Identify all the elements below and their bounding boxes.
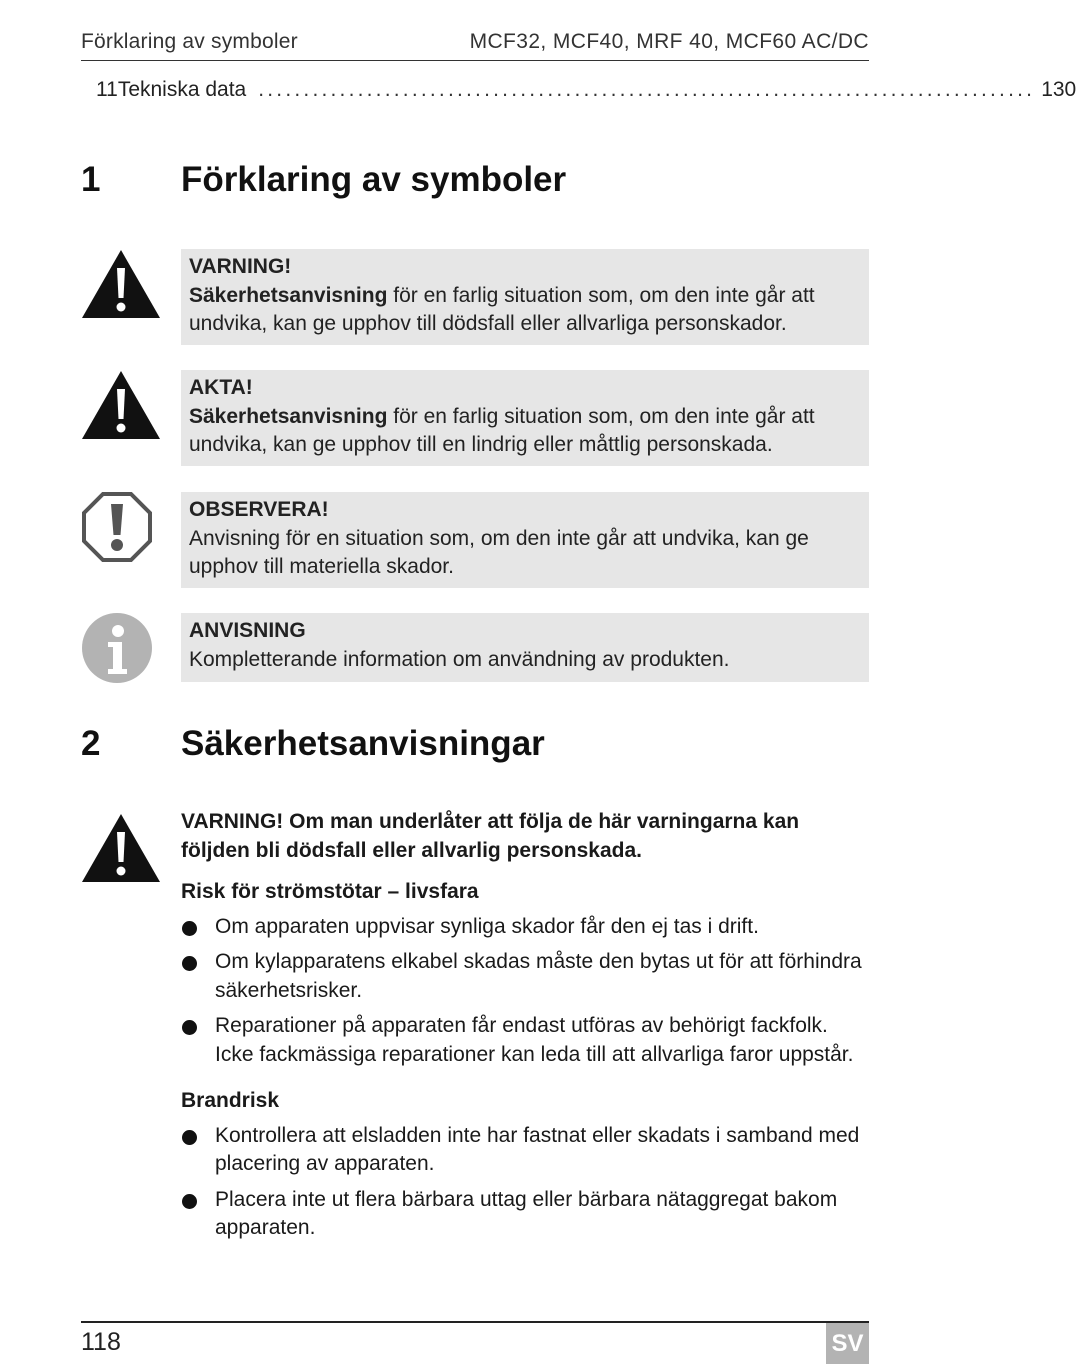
list-item [181,1012,869,1069]
list-item-text: Om kylapparatens elkabel skadas måste den bytas ut för att förhindra säkerhetsrisker. [215,950,862,1002]
section-2-title: Säkerhetsanvisningar [181,724,545,763]
caution-triangle-icon [81,369,161,446]
section-1-title: Förklaring av symboler [181,160,567,199]
toc-entry[interactable] [81,78,1076,108]
notice-box-caution [181,370,869,466]
notice-text: för en farlig situation som, om den inte går att undvika, kan ge upphov till dödsfall eller allvarliga personskador. [189,283,815,335]
subheading-electric-shock: Risk för strömstötar – livsfara [181,880,479,903]
footer-divider [81,1321,869,1323]
notice-label: AKTA! [189,376,253,399]
notice-text: för en farlig situation som, om den inte går att undvika, kan ge upphov till en lindrig eller måttlig personskada. [189,404,815,456]
header-divider [81,60,869,61]
notice-box-observe [181,492,869,588]
notice-octagon-icon [81,491,161,568]
list-item-text: Om apparaten uppvisar synliga skador får den ej tas i drift. [215,914,759,938]
bullet-icon [182,1020,197,1035]
language-badge: SV [826,1323,869,1364]
running-header-models: MCF32, MCF40, MRF 40, MCF60 AC/DC [469,30,869,53]
toc-entry-page: 130 [1041,78,1076,101]
notice-box-info [181,613,869,682]
toc-leader-dots: ...................................................................................... [258,78,1036,101]
notice-bold-lead: Säkerhetsanvisning [189,283,388,307]
notice-label: VARNING! [189,255,292,278]
notice-box-warning [181,249,869,345]
list-item [181,913,869,942]
page-number: 118 [81,1328,121,1356]
bullet-list-electric-shock [181,913,869,1070]
warning-triangle-icon [81,248,161,325]
bullet-icon [182,1130,197,1145]
notice-bold-lead: Säkerhetsanvisning [189,404,388,428]
info-circle-icon [81,612,161,689]
notice-label: OBSERVERA! [189,498,329,521]
bullet-icon [182,921,197,936]
bullet-icon [182,956,197,971]
notice-label: ANVISNING [189,619,306,642]
toc-entry-title: Tekniska data [117,78,247,101]
list-item-text: Placera inte ut flera bärbara uttag eller bärbara nätaggregat bakom apparaten. [215,1187,838,1239]
subheading-fire-risk: Brandrisk [181,1089,280,1112]
warning-triangle-icon [81,812,161,889]
list-item-text: Kontrollera att elsladden inte har fastnat eller skadats i samband med placering av apparaten. [215,1123,860,1175]
section-1-number: 1 [81,160,101,199]
notice-text: Kompletterande information om användning av produkten. [189,647,730,671]
safety-warning-statement: VARNING! Om man underlåter att följa de här varningarna kan följden bli dödsfall eller allvarlig personskada. [181,810,800,862]
list-item [181,948,869,1005]
section-2-number: 2 [81,724,101,763]
bullet-icon [182,1194,197,1209]
list-item-text: Reparationer på apparaten får endast utföras av behörigt fackfolk. Icke fackmässiga reparationer kan leda till att allvarliga faror uppstår. [215,1014,854,1066]
running-header-section-title: Förklaring av symboler [81,30,298,53]
list-item [181,1186,869,1243]
safety-instructions-body [181,808,869,1250]
toc-entry-number: 11 [96,78,118,101]
notice-text: Anvisning för en situation som, om den inte går att undvika, kan ge upphov till materiella skador. [189,526,809,578]
bullet-list-fire-risk [181,1122,869,1243]
list-item [181,1122,869,1179]
